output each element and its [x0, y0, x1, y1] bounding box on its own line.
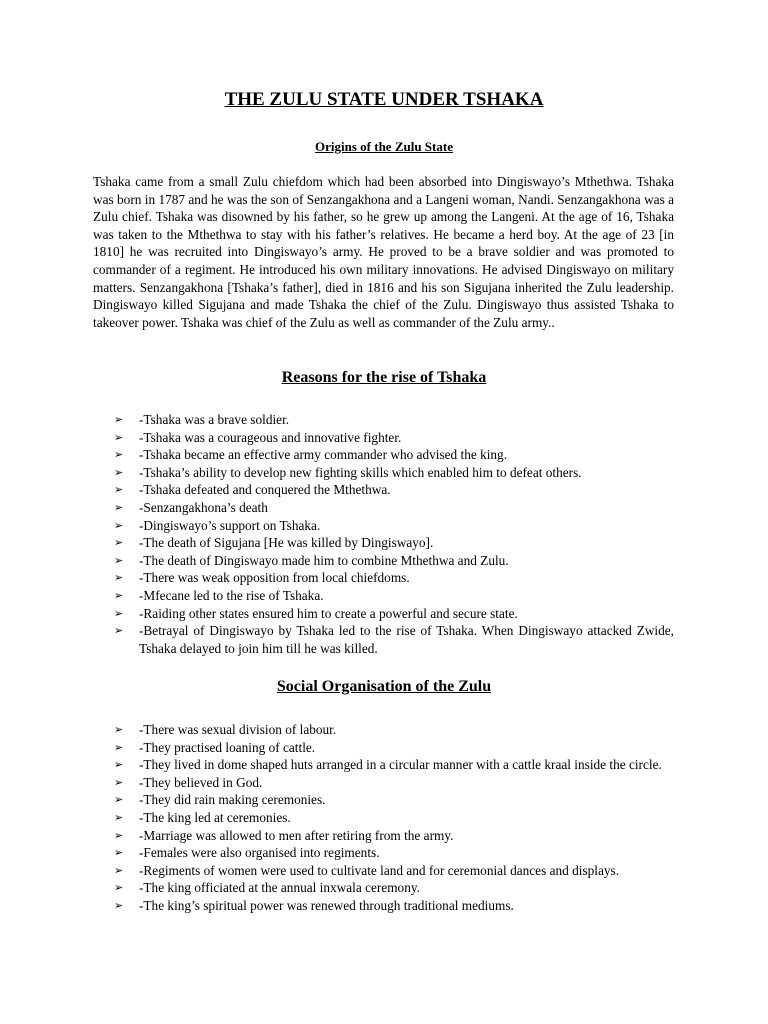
arrow-bullet-icon: ➢ [114, 863, 124, 877]
list-item [0, 499, 674, 517]
arrow-bullet-icon: ➢ [114, 536, 124, 550]
list-item [0, 721, 674, 739]
arrow-bullet-icon: ➢ [114, 898, 124, 912]
list-item-text: -The death of Sigujana [He was killed by Dingiswayo]. [139, 535, 434, 551]
arrow-bullet-icon: ➢ [114, 723, 124, 736]
origins-paragraph: Tshaka came from a small Zulu chiefdom which had been absorbed into Dingiswayo’s Mthethwa. Tshaka was born in 1787 and he was the son of Senzangakhona and a Langeni woman, Nandi. Senzangakhona was a Zulu chief. Tshaka was disowned by his father, so he grew up among the Langeni. At the age of 16, Tshaka was taken to the Mthethwa to stay with his father’s relatives. He became a herd boy. At the age of 23 [in 1810] he was recruited into Dingiswayo’s army. He proved to be a brave soldier and was promoted to commander of a regiment. He introduced his own military innovations. He advised Dingiswayo on military matters. Senzangakhona [Tshaka’s father], died in 1816 and his son Sigujana inherited the Zulu leadership. Dingiswayo killed Sigujana and made Tshaka the chief of the Zulu. Dingiswayo thus assisted Tshaka to takeover power. Tshaka was chief of the Zulu as well as commander of the Zulu army.. [93, 174, 674, 330]
list-item-text: -Tshaka’s ability to develop new fighting skills which enabled him to defeat others. [139, 464, 582, 480]
arrow-bullet-icon: ➢ [114, 430, 124, 444]
arrow-bullet-icon: ➢ [114, 553, 124, 567]
arrow-bullet-icon: ➢ [114, 518, 124, 532]
list-item [0, 429, 674, 447]
list-item [0, 897, 674, 915]
list-item [0, 552, 674, 570]
list-item-text: -Mfecane led to the rise of Tshaka. [139, 587, 324, 603]
arrow-bullet-icon: ➢ [114, 758, 124, 772]
list-item-text: -The king’s spiritual power was renewed through traditional mediums. [139, 897, 514, 913]
list-item-text: -Raiding other states ensured him to create a powerful and secure state. [139, 605, 518, 621]
arrow-bullet-icon: ➢ [114, 740, 124, 754]
list-item-text: -They lived in dome shaped huts arranged in a circular manner with a cattle kraal inside the circle. [139, 757, 662, 773]
arrow-bullet-icon: ➢ [114, 828, 124, 842]
list-item [0, 411, 674, 429]
list-item [0, 534, 674, 552]
list-item [0, 827, 674, 845]
arrow-bullet-icon: ➢ [114, 588, 124, 602]
page-title: THE ZULU STATE UNDER TSHAKA [224, 89, 544, 110]
list-item [0, 844, 674, 862]
list-item [0, 464, 674, 482]
list-item-text: -The death of Dingiswayo made him to combine Mthethwa and Zulu. [139, 552, 509, 568]
list-item-text: -Marriage was allowed to men after retiring from the army. [139, 827, 454, 843]
arrow-bullet-icon: ➢ [114, 483, 124, 497]
arrow-bullet-icon: ➢ [114, 881, 124, 895]
list-item [0, 446, 674, 464]
arrow-bullet-icon: ➢ [114, 500, 124, 514]
list-item-text: -Tshaka became an effective army commander who advised the king. [139, 447, 508, 463]
heading-reasons: Reasons for the rise of Tshaka [281, 369, 487, 386]
heading-social-organisation: Social Organisation of the Zulu [276, 678, 492, 695]
list-item [0, 605, 674, 623]
arrow-bullet-icon: ➢ [114, 606, 124, 620]
list-item-text: -Females were also organised into regiments. [139, 845, 380, 861]
list-item [0, 517, 674, 535]
list-item-text: -Senzangakhona’s death [139, 499, 268, 515]
list-item-text: -Tshaka was a courageous and innovative fighter. [139, 429, 402, 445]
list-item [0, 774, 674, 792]
list-item-text: -They practised loaning of cattle. [139, 739, 316, 755]
list-item [0, 791, 674, 809]
list-item-text: -Tshaka was a brave soldier. [139, 412, 290, 427]
list-item-text: -There was sexual division of labour. [139, 722, 337, 737]
social-list [0, 721, 674, 915]
arrow-bullet-icon: ➢ [114, 846, 124, 860]
list-item [0, 862, 674, 880]
list-item [0, 809, 674, 827]
arrow-bullet-icon: ➢ [114, 465, 124, 479]
list-item-text: -Dingiswayo’s support on Tshaka. [139, 517, 321, 533]
list-item [0, 622, 674, 657]
arrow-bullet-icon: ➢ [114, 793, 124, 807]
arrow-bullet-icon: ➢ [114, 810, 124, 824]
list-item [0, 739, 674, 757]
list-item [0, 879, 674, 897]
list-item-text: -Regiments of women were used to cultivate land and for ceremonial dances and displays. [139, 862, 620, 878]
list-item [0, 756, 674, 774]
list-item-text: -They believed in God. [139, 774, 263, 790]
list-item [0, 587, 674, 605]
list-item [0, 569, 674, 587]
list-item [0, 481, 674, 499]
list-item-text: -The king led at ceremonies. [139, 809, 291, 825]
list-item-text: -There was weak opposition from local chiefdoms. [139, 570, 410, 586]
list-item-text: -The king officiated at the annual inxwala ceremony. [139, 880, 420, 896]
list-item-text: -Tshaka defeated and conquered the Mthethwa. [139, 482, 391, 498]
arrow-bullet-icon: ➢ [114, 448, 124, 462]
section-subtitle-origins: Origins of the Zulu State [315, 139, 453, 154]
list-item-text: -They did rain making ceremonies. [139, 792, 326, 808]
list-item-text: -Betrayal of Dingiswayo by Tshaka led to the rise of Tshaka. When Dingiswayo attacked Zwide, Tshaka delayed to join him till he was killed. [139, 623, 674, 656]
arrow-bullet-icon: ➢ [114, 571, 124, 585]
reasons-list [0, 411, 674, 657]
arrow-bullet-icon: ➢ [114, 624, 124, 638]
arrow-bullet-icon: ➢ [114, 413, 124, 426]
arrow-bullet-icon: ➢ [114, 775, 124, 789]
